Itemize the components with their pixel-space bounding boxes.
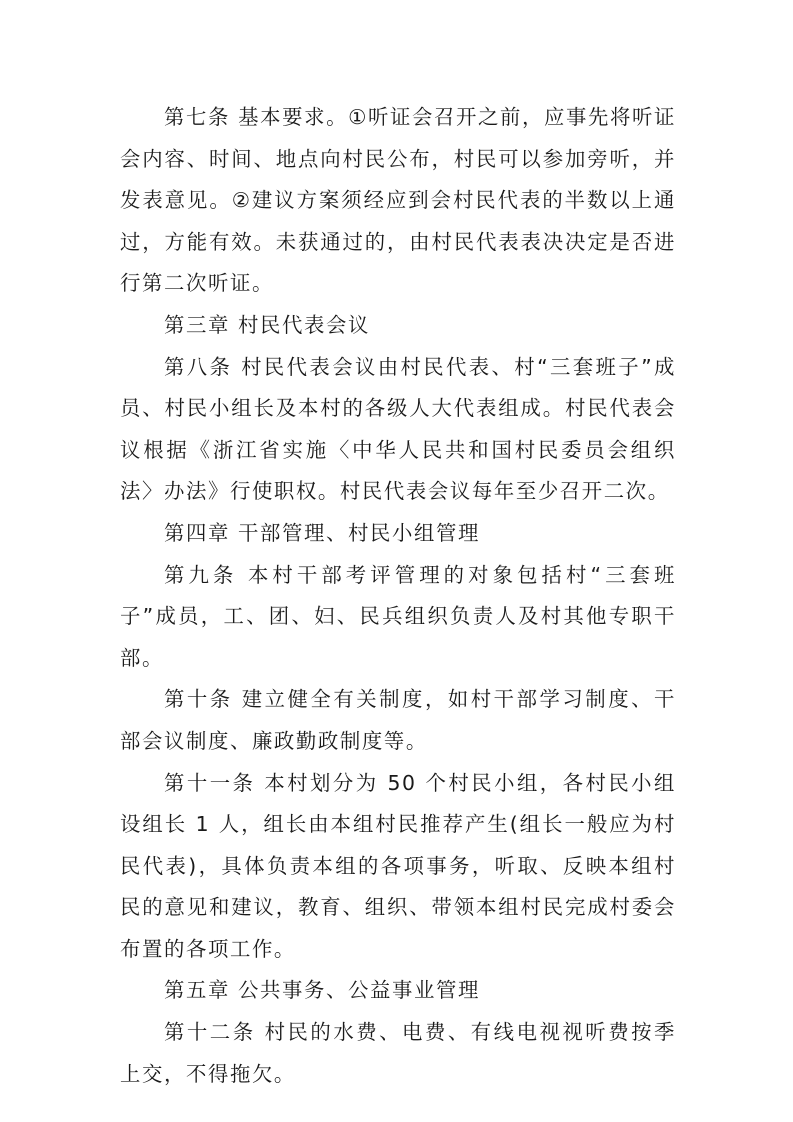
article-10-paragraph: 第十条 建立健全有关制度，如村干部学习制度、干部会议制度、廉政勤政制度等。 bbox=[120, 687, 676, 753]
article-8-paragraph: 第八条 村民代表会议由村民代表、村“三套班子”成员、村民小组长及本村的各级人大代表组成。村民代表会议根据《浙江省实施〈中华人民共和国村民委员会组织法〉办法》行使职权。村民代表会议每年至少召开二次。 bbox=[120, 354, 676, 504]
document-body bbox=[120, 97, 676, 1095]
chapter-3-heading: 第三章 村民代表会议 bbox=[164, 312, 370, 337]
article-9-paragraph: 第九条 本村干部考评管理的对象包括村“三套班子”成员，工、团、妇、民兵组织负责人及村其他专职干部。 bbox=[120, 562, 676, 670]
chapter-5-heading: 第五章 公共事务、公益事业管理 bbox=[164, 978, 480, 1003]
article-12-paragraph: 第十二条 村民的水费、电费、有线电视视听费按季上交，不得拖欠。 bbox=[120, 1020, 676, 1086]
article-7-paragraph: 第七条 基本要求。①听证会召开之前，应事先将听证会内容、时间、地点向村民公布，村民可以参加旁听，并发表意见。②建议方案须经应到会村民代表的半数以上通过，方能有效。未获通过的，由村民代表表决决定是否进行第二次听证。 bbox=[120, 105, 676, 296]
chapter-4-heading: 第四章 干部管理、村民小组管理 bbox=[164, 520, 480, 545]
article-11-paragraph: 第十一条 本村划分为 50 个村民小组，各村民小组设组长 1 人，组长由本组村民推荐产生(组长一般应为村民代表)，具体负责本组的各项事务，听取、反映本组村民的意见和建议，教育、组织、带领本组村民完成村委会布置的各项工作。 bbox=[120, 770, 676, 961]
